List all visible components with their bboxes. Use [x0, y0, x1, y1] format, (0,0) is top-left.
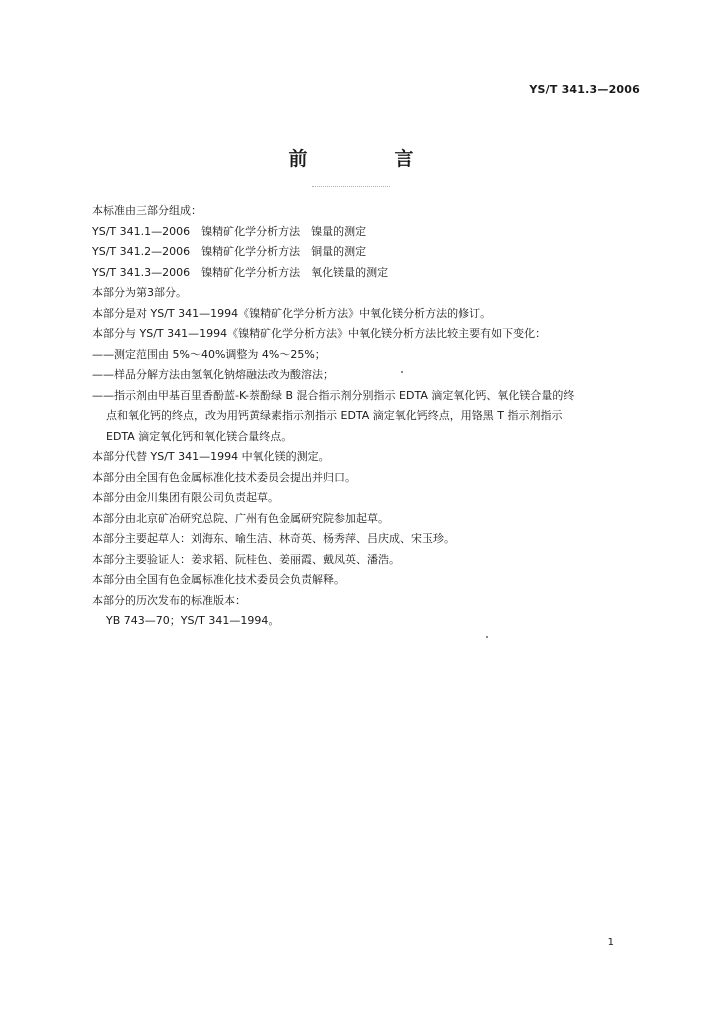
page-title: 前 言 [288, 148, 448, 170]
paragraph-line: 本部分的历次发布的标准版本： [92, 593, 246, 607]
paragraph-line: 本部分主要验证人：姜求韬、阮桂色、姜丽霞、戴凤英、潘浩。 [92, 552, 400, 566]
standard-code: YS/T 341.3—2006 [529, 83, 640, 96]
paragraph-line: 本部分代替 YS/T 341—1994 中氧化镁的测定。 [92, 450, 330, 463]
scan-speck [486, 636, 488, 638]
list-item: ——指示剂由甲基百里香酚蓝-K-萘酚绿 B 混合指示剂分别指示 EDTA 滴定氧化钙、氧化镁合量的终 [92, 388, 575, 402]
paragraph-line: 本部分主要起草人：刘海东、喻生洁、林奇英、杨秀萍、吕庆成、宋玉珍。 [92, 532, 455, 545]
paragraph-line: 本部分与 YS/T 341—1994《镍精矿化学分析方法》中氧化镁分析方法比较主要有如下变化： [92, 327, 547, 340]
paragraph-line: YS/T 341.2—2006 镍精矿化学分析方法 铜量的测定 [92, 245, 367, 258]
paragraph-line: 本部分由全国有色金属标准化技术委员会负责解释。 [92, 573, 345, 586]
paragraph-line: 本部分由金川集团有限公司负责起草。 [92, 491, 279, 504]
foreword-body [92, 201, 637, 632]
paragraph-line: YB 743—70；YS/T 341—1994。 [106, 614, 280, 627]
paragraph-line: YS/T 341.3—2006 镍精矿化学分析方法 氧化镁量的测定 [92, 265, 389, 279]
paragraph-line: 本标准由三部分组成： [92, 204, 202, 217]
paragraph-line: 本部分由北京矿冶研究总院、广州有色金属研究院参加起草。 [92, 511, 389, 525]
paragraph-line: YS/T 341.1—2006 镍精矿化学分析方法 镍量的测定 [92, 224, 367, 238]
paragraph-line: 本部分为第3部分。 [92, 286, 187, 299]
paragraph-line: 本部分由全国有色金属标准化技术委员会提出并归口。 [92, 470, 356, 484]
title-rule [312, 186, 390, 188]
list-item: ——测定范围由 5%～40%调整为 4%～25%； [92, 347, 326, 361]
list-item-continuation: 点和氧化钙的终点，改为用钙黄绿素指示剂指示 EDTA 滴定氧化钙终点，用铬黑 T 指示剂指示 [106, 409, 563, 422]
list-item-continuation: EDTA 滴定氧化钙和氧化镁合量终点。 [106, 429, 293, 443]
paragraph-line: 本部分是对 YS/T 341—1994《镍精矿化学分析方法》中氧化镁分析方法的修订。 [92, 306, 492, 320]
page-number: 1 [607, 937, 614, 948]
list-item: ——样品分解方法由氢氧化钠熔融法改为酸溶法； [92, 368, 334, 381]
scan-speck [401, 371, 403, 373]
